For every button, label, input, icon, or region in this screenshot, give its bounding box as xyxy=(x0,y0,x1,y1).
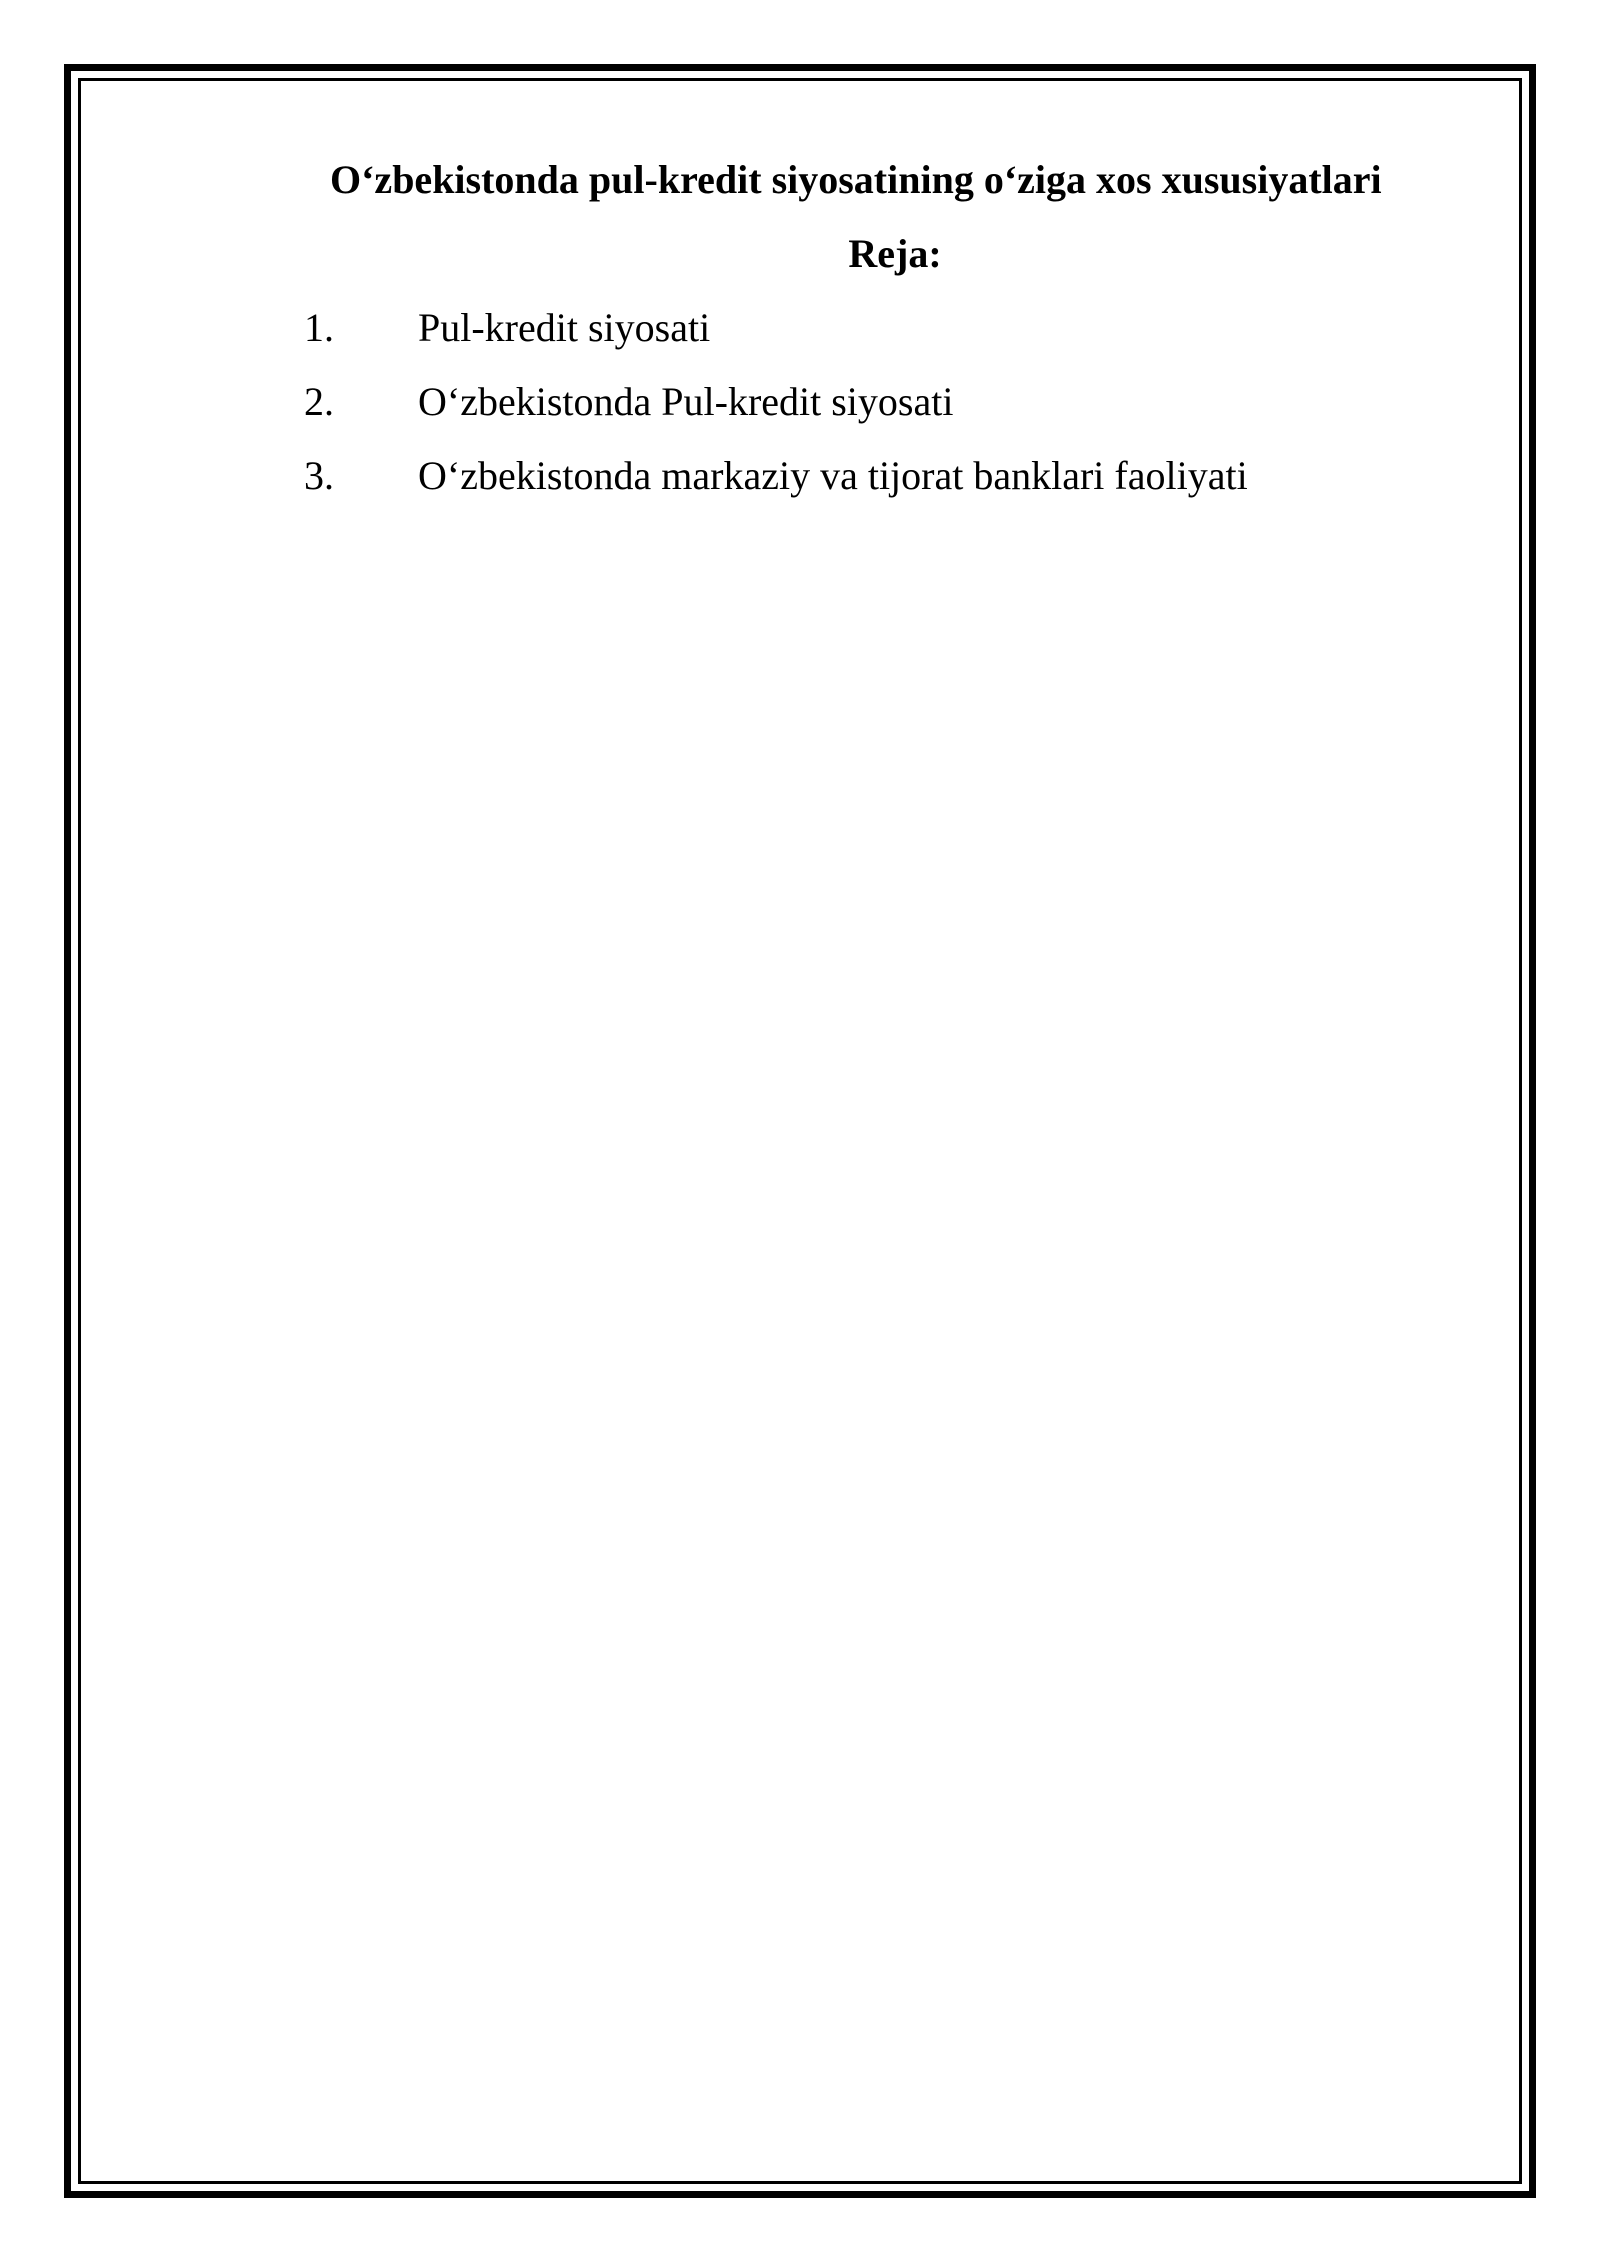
plan-list xyxy=(304,298,1454,520)
plan-item-text: Pul-kredit siyosati xyxy=(418,305,711,350)
plan-item xyxy=(304,446,1454,520)
plan-item-text: O‘zbekistonda Pul-kredit siyosati xyxy=(418,379,954,424)
plan-item-number: 3. xyxy=(304,453,334,498)
plan-item-text: O‘zbekistonda markaziy va tijorat banklari faoliyati xyxy=(418,453,1248,498)
plan-item xyxy=(304,298,1454,372)
plan-heading: Reja: xyxy=(848,231,942,276)
plan-item-number: 1. xyxy=(304,305,334,350)
document-title: O‘zbekistonda pul-kredit siyosatining o‘ziga xos xususiyatlari xyxy=(330,157,1382,202)
plan-item-number: 2. xyxy=(304,379,334,424)
plan-item xyxy=(304,372,1454,446)
